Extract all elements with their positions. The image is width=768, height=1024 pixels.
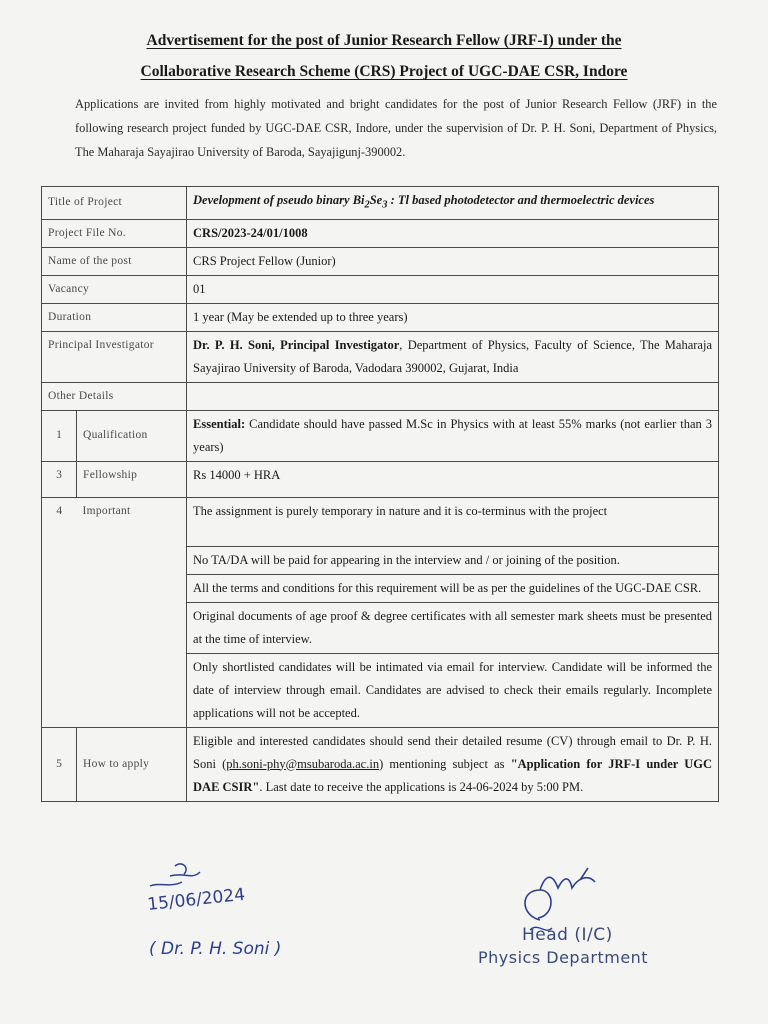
row-file [42,219,719,247]
apply-email-link[interactable]: ph.soni-phy@msubaroda.ac.in [226,756,380,771]
important-item: All the terms and conditions for this requirement will be as per the guidelines of the UGC-DAE CSR. [187,574,719,602]
important-label: Important [77,497,187,727]
post-value: CRS Project Fellow (Junior) [187,247,719,275]
row-pi [42,331,719,382]
row-duration [42,303,719,331]
row-qualification [42,410,719,461]
pi-value: Dr. P. H. Soni, Principal Investigator, Department of Physics, Faculty of Science, The Maharaja Sayajirao University of Baroda, Vadodara 390002, Gujarat, India [187,331,719,382]
row-other [42,382,719,410]
important-item: No TA/DA will be paid for appearing in the interview and / or joining of the position. [187,546,719,574]
svg-text:( Dr. P. H. Soni ): ( Dr. P. H. Soni ) [149,939,282,959]
important-item: Only shortlisted candidates will be intimated via email for interview. Candidate will be informed the date of interview through email. Candidates are advised to check their emails regularly. Incomplete applications will not be accepted. [187,653,719,727]
intro-paragraph: Applications are invited from highly motivated and bright candidates for the post of Junior Research Fellow (JRF) in the following research project funded by UGC-DAE CSR, Indore, under the supervision of Dr. P. H. Soni, Department of Physics, The Maharaja Sayajirao University of Baroda, Sayajigunj-390002. [75,97,717,159]
fellowship-number: 3 [42,461,77,497]
handwritten-date [130,858,280,918]
apply-label: How to apply [77,727,187,801]
important-item: Original documents of age proof & degree certificates with all semester mark sheets must be presented at the time of interview. [187,602,719,653]
row-vacancy [42,275,719,303]
vacancy-label: Vacancy [42,275,187,303]
vacancy-value: 01 [187,275,719,303]
title-line-1: Advertisement for the post of Junior Research Fellow (JRF-I) under the [146,32,622,49]
fellowship-label: Fellowship [77,461,187,497]
head-stamp-title: Head (I/C) [522,925,613,945]
other-value [187,382,719,410]
title-value: Development of pseudo binary $Bi_2Se_3$ : Tl based photodetector and thermoelectric devices [187,187,719,220]
file-label: Project File No. [42,219,187,247]
row-title [42,187,719,220]
apply-value: Eligible and interested candidates should send their detailed resume (CV) through email to Dr. P. H. Soni (ph.soni-phy@msubaroda.ac.in) mentioning subject as "Application for JRF-I under UGC DAE CSIR". Last date to receive the applications is 24-06-2024 by 5:00 PM. [187,727,719,801]
other-label: Other Details [42,382,187,410]
duration-value: 1 year (May be extended up to three years) [187,303,719,331]
row-fellowship [42,461,719,497]
head-stamp-department: Physics Department [478,948,649,967]
row-important-1 [42,497,719,546]
pi-label: Principal Investigator [42,331,187,382]
file-value: CRS/2023-24/01/1008 [187,219,719,247]
important-number: 4 [42,497,77,727]
details-table [41,186,719,802]
svg-text:15/06/2024: 15/06/2024 [146,884,246,915]
title-line-2: Collaborative Research Scheme (CRS) Project of UGC-DAE CSR, Indore [140,63,628,80]
fellowship-value: Rs 14000 + HRA [187,461,719,497]
row-how-to-apply [42,727,719,801]
pi-written-name [145,930,315,965]
qualification-label: Qualification [77,410,187,461]
qualification-value: Essential: Candidate should have passed M.Sc in Physics with at least 55% marks (not earlier than 3 years) [187,410,719,461]
important-item: The assignment is purely temporary in nature and it is co-terminus with the project [187,497,719,546]
row-post [42,247,719,275]
qualification-number: 1 [42,410,77,461]
title-label: Title of Project [42,187,187,220]
apply-number: 5 [42,727,77,801]
post-label: Name of the post [42,247,187,275]
duration-label: Duration [42,303,187,331]
